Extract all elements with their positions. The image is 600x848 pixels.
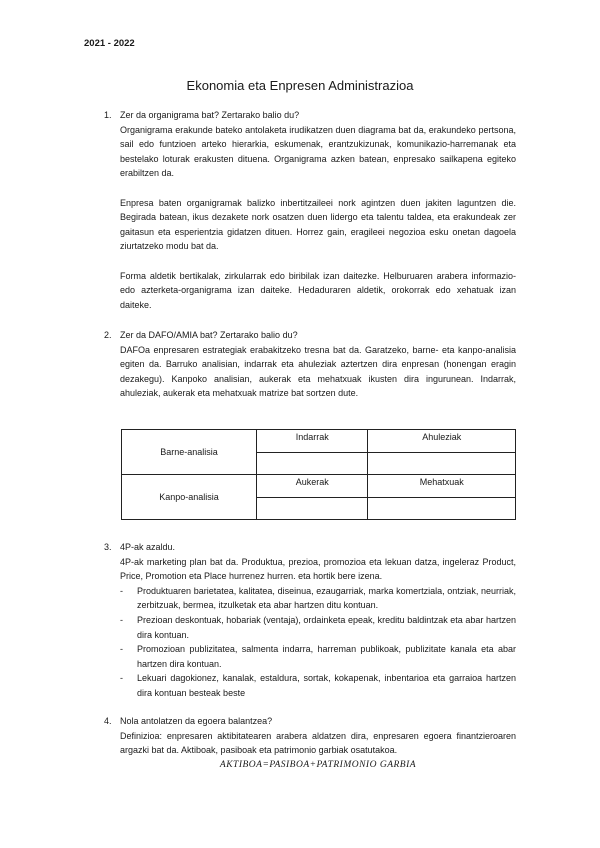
list-item [120,584,516,613]
threats-cell [368,498,516,520]
opportunities-cell [257,498,368,520]
question [104,108,516,123]
question-text: 4P-ak azaldu. [120,542,176,552]
list-item [120,671,516,700]
question-number: 4. [104,716,112,726]
internal-analysis-label: Barne-analisia [122,430,257,475]
question-text: Nola antolatzen da egoera balantzea? [120,716,273,726]
document-year: 2021 - 2022 [84,38,135,49]
question [104,328,516,343]
strengths-cell [257,453,368,475]
question [104,714,516,729]
weaknesses-cell [368,453,516,475]
list-item-text: Lekuari dagokionez, kanalak, estaldura, sortak, kokapenak, inbentarioa eta garraioa hartzen dira kontuan besteak beste [137,673,516,698]
list-item-text: Produktuaren barietatea, kalitatea, diseinua, ezaugarriak, marka komertziala, ontziak, neurriak, zerbitzuak, bermea, itzulketak eta abar hartzen ditu kontuan. [137,585,516,611]
external-analysis-label: Kanpo-analisia [122,475,257,520]
paragraph: 4P-ak marketing plan bat da. Produktua, prezioa, promozioa eta lekuan datza, ingeleraz Product, Price, Promotion eta Place hurrenez hurren. eta hortik bere izena. [120,556,516,582]
marketing-mix-list [104,584,516,701]
bullet-marker: - [120,585,123,596]
document-title: Ekonomia eta Enpresen Administrazioa [186,78,414,93]
strengths-header: Indarrak [257,430,368,453]
threats-header: Mehatxuak [368,475,516,498]
paragraph: Organigrama erakunde bateko antolaketa irudikatzen duen diagrama bat da, erakundeko pertsona, sail edo funtzioen arteko hierarkia, eskumenak, erantzukizunak, komunikazio-harremanak eta bestelako loturak erakusten dituena. Organigrama azken batean, enpresako sailkapena egiteko erabiltzen da. [120,124,516,179]
question-number: 3. [104,542,112,552]
paragraph: Forma aldetik bertikalak, zirkularrak edo biribilak izan daitezke. Helburuaren arabera informazio- edo azterketa-organigrama izan daiteke. Hedaduraren aldetik, orokorrak edo xehatuak izan daiteke. [120,270,516,310]
question-number: 2. [104,330,112,340]
paragraph: Definizioa: enpresaren aktibitatearen arabera aldatzen dira, enpresaren egoera finantzieroaren argazki bat da. Aktiboak, pasiboak eta patrimonio garbiak osatutakoa. [120,730,516,756]
question-text: Zer da organigrama bat? Zertarako balio du? [120,110,300,120]
bullet-marker: - [120,673,123,684]
section-organigrama [104,108,516,312]
weaknesses-header: Ahuleziak [368,430,516,453]
list-item [120,613,516,642]
bullet-marker: - [120,614,123,625]
list-item [120,642,516,671]
question [104,540,516,555]
question-number: 1. [104,110,112,120]
swot-matrix-table [121,429,516,520]
section-dafo [104,328,516,401]
bullet-marker: - [120,644,123,655]
opportunities-header: Aukerak [257,475,368,498]
list-item-text: Promozioan publizitatea, salmenta indarra, harreman publikoak, publizitate kanala eta abar hartzen dira kontuan. [137,644,516,669]
section-balance-sheet [104,714,516,772]
section-4p [104,540,516,701]
list-item-text: Prezioan deskontuak, hobariak (ventaja), ordainketa epeak, kreditu baldintzak eta abar hartzen dira kontuan. [137,614,516,640]
paragraph: Enpresa baten organigramak balizko inbertitzaileei nork agintzen duen jakiten laguntzen die. Begirada batean, ikus dezakete nork osatzen duen lidergo eta talentu taldea, eta erakundeak zer gaitasun eta esperientzia gidatzen dituen. Horrez gain, eragileei negozioa esku onetan dagoela ziurtatzeko modu bat da. [120,197,516,252]
balance-formula: AKTIBOA=PASIBOA+PATRIMONIO GARBIA [219,759,417,770]
paragraph: DAFOa enpresaren estrategiak erabakitzeko tresna bat da. Garatzeko, barne- eta kanpo-analisia egiten da. Barruko analisian, indarrak eta ahuleziak aztertzen dira enpresan (honengan eragin dezakegu). Kanpoko analisian, aukerak eta mehatxuak ikusten dira ingurunean. Indarrak, ahuleziak, aukerak eta mehatxuak matrize bat sortzen dute. [120,344,516,399]
question-text: Zer da DAFO/AMIA bat? Zertarako balio du? [120,330,298,340]
